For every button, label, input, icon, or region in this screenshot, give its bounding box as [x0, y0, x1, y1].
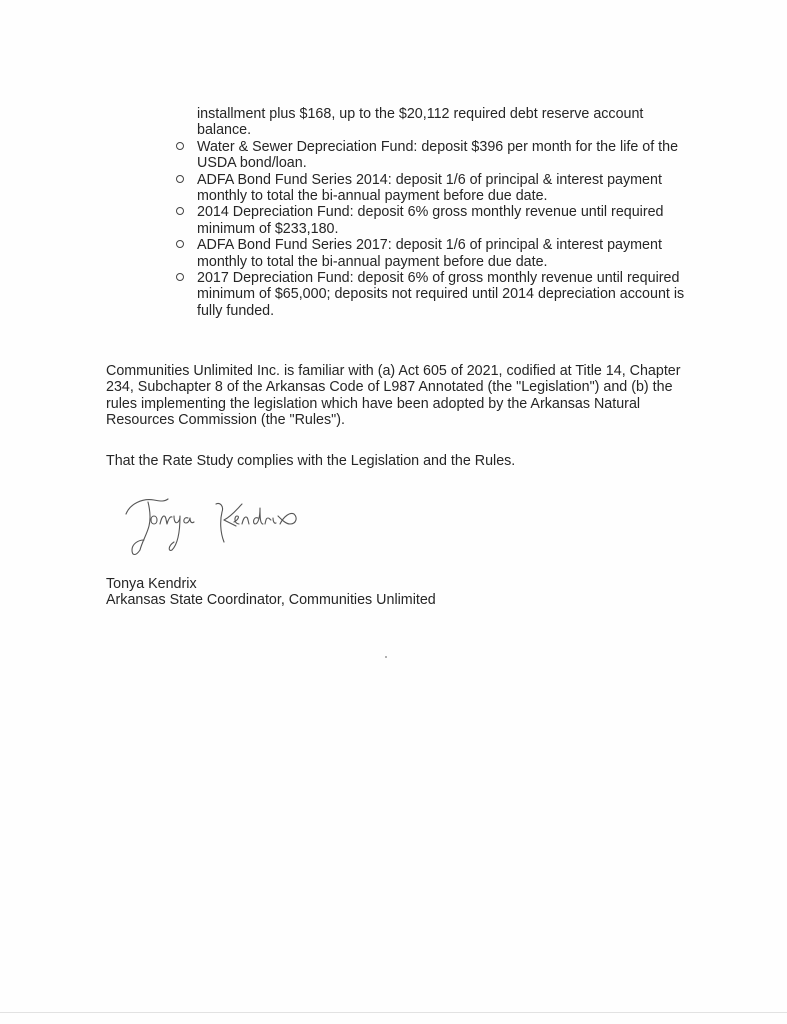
list-item	[176, 204, 696, 237]
handwritten-signature	[120, 490, 300, 562]
circle-bullet-icon	[176, 175, 184, 183]
list-item-text: 2017 Depreciation Fund: deposit 6% of gross monthly revenue until required minimum of $65,000; deposits not required until 2014 depreciation account is fully funded.	[197, 270, 685, 319]
list-item-text: ADFA Bond Fund Series 2014: deposit 1/6 of principal & interest payment monthly to total the bi-annual payment before due date.	[197, 171, 662, 205]
list-item	[176, 139, 696, 172]
legislation-paragraph: Communities Unlimited Inc. is familiar with (a) Act 605 of 2021, codified at Title 14, Chapter 234, Subchapter 8 of the Arkansas Code of L987 Annotated (the "Legislation") and (b) the rules implementing the legislation which have been adopted by the Arkansas Natural Resources Commission (the "Rules").	[106, 363, 681, 429]
list-item	[176, 106, 696, 139]
list-item-text: Water & Sewer Depreciation Fund: deposit $396 per month for the life of the USDA bond/loan.	[197, 138, 679, 172]
signer-title: Arkansas State Coordinator, Communities Unlimited	[106, 592, 436, 609]
fund-deposit-list	[176, 106, 696, 319]
circle-bullet-icon	[176, 207, 184, 215]
signer-name: Tonya Kendrix	[106, 576, 197, 592]
circle-bullet-icon	[176, 273, 184, 281]
list-item	[176, 270, 696, 319]
scan-speck	[385, 656, 387, 658]
list-item-text: installment plus $168, up to the $20,112 required debt reserve account balance.	[197, 106, 644, 139]
circle-bullet-icon	[176, 240, 184, 248]
list-item-text: ADFA Bond Fund Series 2017: deposit 1/6 of principal & interest payment monthly to total the bi-annual payment before due date.	[197, 237, 662, 270]
circle-bullet-icon	[176, 142, 184, 150]
page-bottom-edge	[0, 1012, 787, 1013]
compliance-statement: That the Rate Study complies with the Legislation and the Rules.	[106, 453, 516, 469]
list-item	[176, 237, 696, 270]
list-item	[176, 172, 696, 205]
list-item-text: 2014 Depreciation Fund: deposit 6% gross monthly revenue until required minimum of $233,180.	[197, 204, 664, 237]
signature-block	[106, 576, 436, 609]
